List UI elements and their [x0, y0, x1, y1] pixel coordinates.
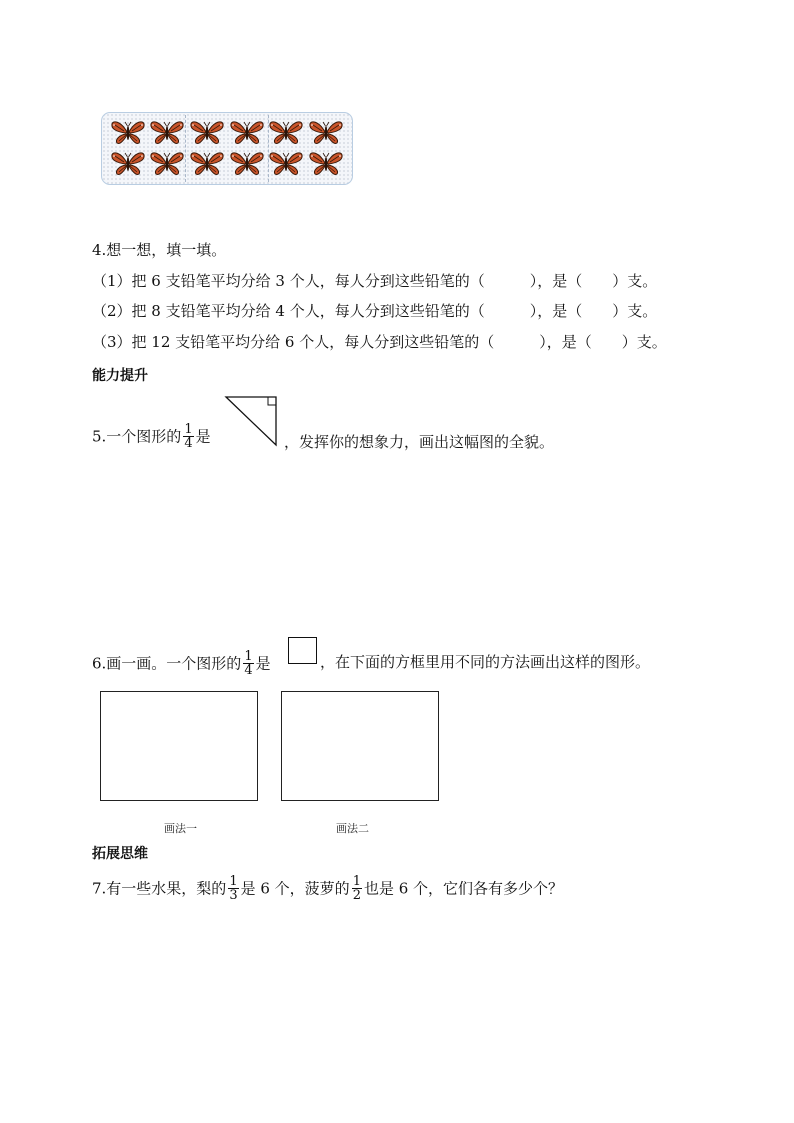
q7-suffix: 也是 6 个，它们各有多少个？	[363, 879, 564, 898]
drawing-box-2-caption: 画法二	[336, 822, 369, 835]
q4-item-1: （1）把 6 支铅笔平均分给 3 个人，每人分到这些铅笔的（ ），是（ ）支。	[92, 272, 658, 290]
q6-suffix: ，在下面的方框里用不同的方法画出这样的图形。	[320, 653, 651, 671]
q7-prefix: 7.有一些水果，梨的	[92, 879, 227, 898]
butterfly-grid	[108, 118, 346, 179]
q7-frac2-den: 2	[352, 888, 361, 903]
q6-prefix: 6.画一画。一个图形的	[92, 654, 242, 673]
section-heading-ability: 能力提升	[92, 368, 148, 384]
q7-text	[92, 876, 563, 903]
section-heading-extend: 拓展思维	[92, 846, 148, 862]
butterfly-icon	[108, 149, 148, 180]
q4-item-2: （2）把 8 支铅笔平均分给 4 个人，每人分到这些铅笔的（ ），是（ ）支。	[92, 302, 658, 320]
q5-frac-den: 4	[184, 436, 193, 451]
q5-fraction	[183, 423, 193, 450]
butterfly-icon	[187, 118, 227, 149]
drawing-box-1[interactable]	[100, 691, 258, 801]
q5-suffix: ，发挥你的想象力，画出这幅图的全貌。	[284, 433, 555, 451]
butterfly-icon	[306, 118, 346, 149]
butterfly-icon	[187, 149, 227, 180]
right-triangle-figure	[222, 394, 280, 448]
q7-frac2-num: 1	[352, 874, 361, 889]
q5-prefix: 5.一个图形的	[92, 427, 182, 446]
butterfly-icon	[227, 149, 267, 180]
butterfly-icon	[108, 118, 148, 149]
q4-item-3: （3）把 12 支铅笔平均分给 6 个人，每人分到这些铅笔的（ ），是（ ）支。	[92, 333, 667, 351]
q4-title: 4.想一想，填一填。	[92, 241, 227, 259]
drawing-box-2[interactable]	[281, 691, 439, 801]
q7-mid: 是 6 个，菠萝的	[240, 879, 350, 898]
butterfly-icon	[148, 118, 188, 149]
q7-fraction-1	[228, 875, 238, 902]
q6-frac-den: 4	[244, 663, 253, 678]
butterfly-icon	[267, 118, 307, 149]
q6-frac-num: 1	[244, 649, 253, 664]
q6-text	[92, 651, 271, 678]
q5-frac-num: 1	[184, 422, 193, 437]
butterfly-group-image	[101, 112, 353, 185]
butterfly-icon	[148, 149, 188, 180]
q6-fraction	[243, 650, 253, 677]
q7-frac1-den: 3	[229, 888, 238, 903]
q7-fraction-2	[352, 875, 362, 902]
q6-is: 是	[255, 654, 271, 673]
butterfly-icon	[227, 118, 267, 149]
butterfly-icon	[267, 149, 307, 180]
drawing-box-1-caption: 画法一	[164, 822, 197, 835]
q5-is: 是	[195, 427, 211, 446]
small-square-figure	[288, 637, 317, 664]
butterfly-icon	[306, 149, 346, 180]
q5-text	[92, 424, 211, 451]
q7-frac1-num: 1	[229, 874, 238, 889]
